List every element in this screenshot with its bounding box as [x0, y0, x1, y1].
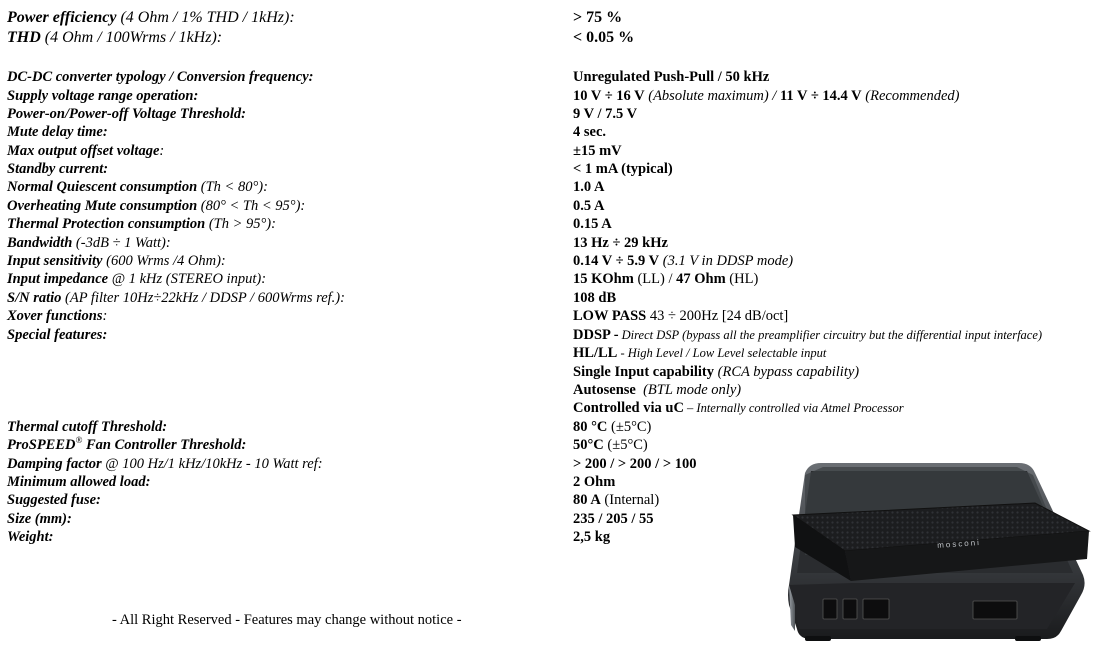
feature-row-single-input: [0, 363, 1112, 382]
spec-value: LOW PASS: [573, 308, 647, 324]
spec-row-sensitivity: [0, 252, 1112, 271]
spec-value: 2 Ohm: [573, 474, 616, 490]
spec-label: Power efficiency: [7, 9, 117, 26]
spec-value: 2,5 kg: [573, 529, 611, 545]
footer-notice: - All Right Reserved - Features may change without notice -: [112, 612, 462, 628]
spec-value: 10 V ÷ 16 V: [573, 88, 645, 104]
feature-row-controlled-uc: [0, 399, 1112, 418]
spec-label: Minimum allowed load:: [7, 474, 151, 490]
spec-row-sn-ratio: [0, 289, 1112, 308]
spec-note: (Th < 80°):: [197, 179, 268, 195]
spec-row-fan-controller: [0, 436, 1112, 455]
feature-desc: (RCA bypass capability): [714, 364, 860, 380]
feature-name: Autosense: [573, 382, 636, 398]
spec-label: Max output offset voltage: [7, 143, 160, 159]
spec-row-impedance: [0, 270, 1112, 289]
spec-note: (600 Wrms /4 Ohm):: [102, 253, 226, 269]
spec-value: 80 A: [573, 492, 601, 508]
spec-note: (4 Ohm / 1% THD / 1kHz):: [116, 9, 295, 26]
feature-row-autosense: [0, 381, 1112, 400]
feature-name: Controlled via uC: [573, 400, 684, 416]
feature-desc: (BTL mode only): [635, 382, 742, 398]
spec-row-supply: [0, 87, 1112, 106]
spec-value: 235 / 205 / 55: [573, 511, 654, 527]
spec-row-xover: [0, 307, 1112, 326]
product-logo: mosconi: [936, 537, 982, 550]
spec-row-thermal-protection: [0, 215, 1112, 234]
spec-label: Standby current:: [7, 161, 109, 177]
spec-value: 47 Ohm: [676, 271, 726, 287]
spec-value: ±15 mV: [573, 143, 622, 159]
spec-value-note: 43 ÷ 200Hz [24 dB/oct]: [646, 308, 789, 324]
spec-value-note: (3.1 V in DDSP mode): [659, 253, 794, 269]
product-image: [765, 455, 1105, 648]
spec-value-note: (LL) /: [633, 271, 677, 287]
spec-note: @ 1 kHz (STEREO input):: [108, 271, 267, 287]
spec-label: Bandwidth: [7, 235, 73, 251]
feature-row-hl-ll: [0, 344, 1112, 363]
spec-row-overheat: [0, 197, 1112, 216]
spec-label: Overheating Mute consumption: [7, 198, 198, 214]
spec-row-dcdc: [0, 68, 1112, 87]
feature-name: DDSP -: [573, 327, 619, 343]
spec-label: Fan Controller Threshold:: [82, 437, 247, 453]
spec-note: (4 Ohm / 100Wrms / 1kHz):: [40, 29, 223, 46]
spec-label: Suggested fuse:: [7, 492, 101, 508]
feature-desc: - High Level / Low Level selectable input: [617, 346, 827, 360]
spec-value: 50°C: [573, 437, 604, 453]
spec-note: @ 100 Hz/1 kHz/10kHz - 10 Watt ref:: [101, 456, 323, 472]
spec-value: 1.0 A: [573, 179, 605, 195]
spec-label: Damping factor: [7, 456, 102, 472]
spec-label: Normal Quiescent consumption: [7, 179, 198, 195]
spec-note: (-3dB ÷ 1 Watt):: [72, 235, 171, 251]
spec-value: 80 °C: [573, 419, 608, 435]
spec-value-note: (HL): [725, 271, 759, 287]
spec-note: :: [102, 308, 108, 324]
spec-note: (AP filter 10Hz÷22kHz / DDSP / 600Wrms ref.):: [61, 290, 345, 306]
registered-mark: ®: [75, 435, 83, 446]
spec-value: 0.15 A: [573, 216, 612, 232]
spec-label: Mute delay time:: [7, 124, 108, 140]
spec-label: Input impedance: [7, 271, 109, 287]
spec-row-mute-delay: [0, 123, 1112, 142]
spec-value: 0.5 A: [573, 198, 605, 214]
feature-name: HL/LL: [573, 345, 618, 361]
spec-row-bandwidth: [0, 234, 1112, 253]
spec-label: Special features:: [7, 327, 108, 343]
feature-desc: – Internally controlled via Atmel Processor: [683, 401, 904, 415]
spec-note: (Th > 95°):: [205, 216, 276, 232]
spec-row-power-efficiency: [0, 8, 1112, 27]
spec-value: < 1 mA (typical): [573, 161, 673, 177]
spec-value: 15 KOhm: [573, 271, 634, 287]
spec-note: :: [159, 143, 165, 159]
spec-row-thd: [0, 28, 1112, 47]
spec-row-offset: [0, 142, 1112, 161]
spec-label: Xover functions: [7, 308, 103, 324]
spec-value-note: (Internal): [600, 492, 660, 508]
spec-label: Input sensitivity: [7, 253, 103, 269]
spec-row-special-features: [0, 326, 1112, 345]
spec-label: Thermal cutoff Threshold:: [7, 419, 168, 435]
spec-label: S/N ratio: [7, 290, 62, 306]
spec-value: > 200 / > 200 / > 100: [573, 456, 697, 472]
spec-label: DC-DC converter typology / Conversion frequency:: [7, 69, 314, 85]
spec-value: > 75 %: [573, 9, 623, 26]
spec-label: THD: [7, 29, 41, 46]
spec-label: Power-on/Power-off Voltage Threshold:: [7, 106, 246, 122]
spec-value: < 0.05 %: [573, 29, 635, 46]
spec-value-note: (±5°C): [603, 437, 648, 453]
spec-row-thermal-cutoff: [0, 418, 1112, 437]
spec-note: (80° < Th < 95°):: [197, 198, 306, 214]
spec-value: 108 dB: [573, 290, 617, 306]
spec-value-note: (Absolute maximum) /: [644, 88, 780, 104]
spec-row-poweron: [0, 105, 1112, 124]
spec-label: Size (mm):: [7, 511, 72, 527]
spec-value: 9 V / 7.5 V: [573, 106, 638, 122]
spec-row-standby: [0, 160, 1112, 179]
spec-value: 0.14 V ÷ 5.9 V: [573, 253, 660, 269]
spec-value: 11 V ÷ 14.4 V: [779, 88, 862, 104]
feature-desc: Direct DSP (bypass all the preamplifier circuitry but the differential input interface): [618, 328, 1043, 342]
spec-value-note: (Recommended): [861, 88, 960, 104]
spec-value: Unregulated Push-Pull / 50 kHz: [573, 69, 770, 85]
spec-row-quiescent: [0, 178, 1112, 197]
spec-label: ProSPEED: [7, 437, 76, 453]
spec-label: Weight:: [7, 529, 54, 545]
spec-label: Supply voltage range operation:: [7, 88, 199, 104]
spec-value: 4 sec.: [573, 124, 607, 140]
spec-value: 13 Hz ÷ 29 kHz: [573, 235, 668, 251]
feature-name: Single Input capability: [573, 364, 715, 380]
spec-value-note: (±5°C): [607, 419, 652, 435]
spec-label: Thermal Protection consumption: [7, 216, 206, 232]
